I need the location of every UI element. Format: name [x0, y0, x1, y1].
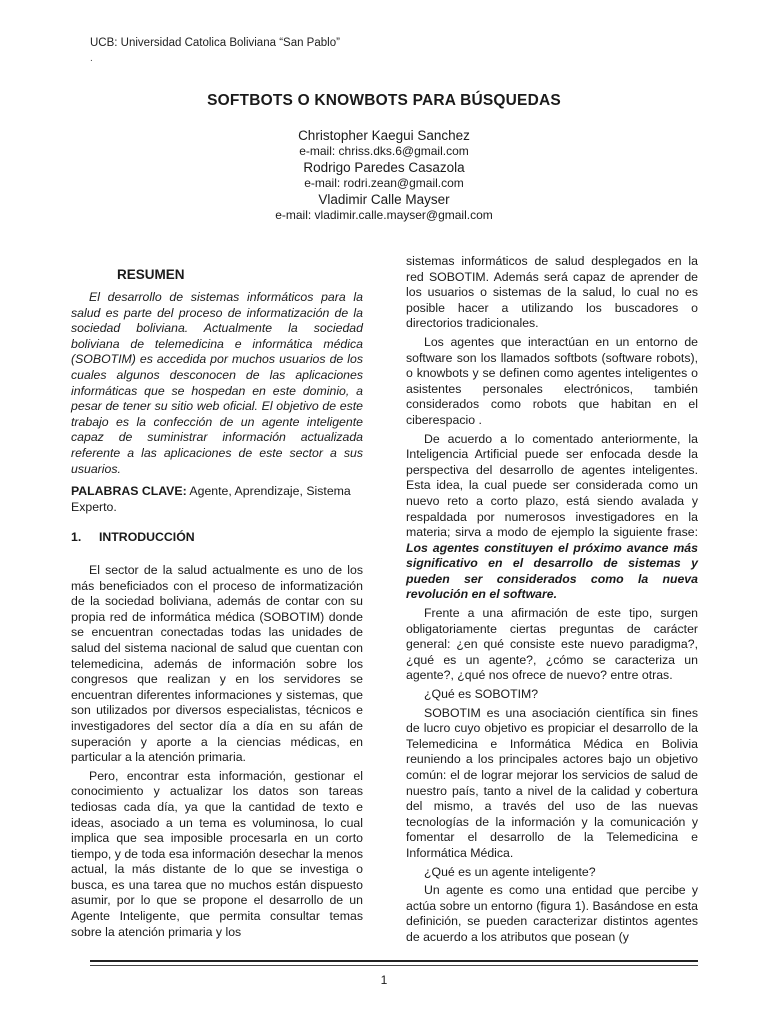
footer-rule-thick: [90, 960, 698, 962]
question-heading: ¿Qué es un agente inteligente?: [424, 864, 596, 879]
author-name: Christopher Kaegui Sanchez: [298, 128, 470, 143]
paragraph: Un agente es como una entidad que percibe y actúa sobre un entorno (figura 1). Basándose en esta definición, se pueden caracterizar distintos agentes de acuerdo a los atributos que posean (y: [406, 883, 698, 944]
author-email[interactable]: e-mail: rodri.zean@gmail.com: [304, 176, 464, 190]
author-name: Vladimir Calle Mayser: [318, 192, 450, 207]
keywords-text: Agente, Aprendizaje, Sistema Experto.: [71, 484, 351, 514]
paragraph-text: De acuerdo a lo comentado anteriormente, la Inteligencia Artificial puede ser enfocada desde la perspectiva del desarrollo de agentes inteligentes. Esta idea, la cual puede ser considerada como un nuevo reto a corto plazo, está siendo avalada y respaldada por numerosos investigadores en la materia; sirva a modo de ejemplo la siguiente frase:: [406, 431, 698, 540]
keywords-label: PALABRAS CLAVE:: [71, 484, 187, 498]
author-email[interactable]: e-mail: chriss.dks.6@gmail.com: [299, 144, 469, 158]
running-header: UCB: Universidad Catolica Boliviana “San Pablo”: [90, 37, 340, 49]
abstract-text: El desarrollo de sistemas informáticos para la salud es parte del proceso de informatización de la sociedad boliviana. Actualmente la sociedad boliviana de telemedicina e informática médica (SOBOTIM) es accedida por muchos usuarios de los cuales algunos desconocen de las aplicaciones informáticas que se hospedan en este dominio, a pesar de tener su sitio web oficial. El objetivo de este trabajo es la confección de un agente inteligente capaz de suministrar información actualizada referente a las aplicaciones de este sector a sus usuarios.: [71, 290, 363, 476]
page-number: 1: [380, 973, 388, 987]
header-dot: .: [90, 53, 93, 64]
paragraph: Pero, encontrar esta información, gestionar el conocimiento y actualizar los datos son tareas tediosas cada día, ya que la cantidad de texto e ideas, asociado a un tema es voluminosa, lo cual implica que sea imposible procesarla en un corto tiempo, y de toda esa información desechar la menos actual, la más distante de lo que se investiga o busca, es una tarea que no muchos están dispuesto asumir, por lo que se propone el desarrollo de un Agente Inteligente, que permita consultar temas sobre la atención primaria y los: [71, 768, 363, 939]
keywords: [71, 484, 363, 515]
abstract-heading: RESUMEN: [117, 267, 185, 282]
question-heading: ¿Qué es SOBOTIM?: [424, 687, 539, 702]
left-column-body: [71, 563, 363, 943]
paragraph: Frente a una afirmación de este tipo, surgen obligatoriamente ciertas preguntas de carácter general: ¿en qué consiste este nuevo paradigma?, ¿qué es un agente?, ¿cómo se caracteriza un agente?, ¿qué nos ofrece de nuevo? entre otras.: [406, 606, 698, 683]
paragraph: SOBOTIM es una asociación científica sin fines de lucro cuyo objetivo es propiciar el desarrollo de la Telemedicina e Informática Médica en Bolivia reuniendo a los principales actores bajo un objetivo común: el de lograr mejorar los servicios de salud de nuestro país, tanto a nivel de la calidad y cobertura del mismo, a través del uso de las nuevas tecnologías de la información y la comunicación y fomentar el desarrollo de la Telemedicina e Informática Médica.: [406, 705, 698, 860]
paragraph: Los agentes que interactúan en un entorno de software son los llamados softbots (software robots), o knowbots y se definen como agentes inteligentes o asistentes personales electrónicos, también considerados como robots que habitan en el ciberespacio .: [406, 334, 698, 427]
section-heading-introduction: [71, 530, 195, 544]
right-column-body: [406, 254, 698, 949]
section-number: 1.: [71, 530, 82, 544]
paragraph: El sector de la salud actualmente es uno de los más beneficiados con el proceso de informatización de la sociedad boliviana, además de contar con su propia red de informática médica (SOBOTIM) donde se encuentran conectadas todas las unidades de salud del sistema nacional de salud que cuentan con telemedicina, además de información sobre los congresos que realizan y en los servidores se encuentran diferentes informaciones y sistemas, que son utilizados por diversos especialistas, técnicos e investigadores del sector día a día en su afán de superación y aporte a la ciencias médicas, en particular a la atención primaria.: [71, 563, 363, 765]
author-email[interactable]: e-mail: vladimir.calle.mayser@gmail.com: [275, 208, 493, 222]
paragraph: [406, 432, 698, 604]
footer-rule-thin: [90, 965, 698, 966]
author-name: Rodrigo Paredes Casazola: [303, 160, 465, 175]
section-title: INTRODUCCIÓN: [99, 530, 195, 544]
author-block: [0, 127, 768, 223]
paragraph: sistemas informáticos de salud desplegados en la red SOBOTIM. Además será capaz de aprender de los usuarios o sistemas de la salud, lo cual no es posible hacer a utilizando los buscadores o directorios tradicionales.: [406, 254, 698, 331]
paper-title: SOFTBOTS O KNOWBOTS PARA BÚSQUEDAS: [207, 92, 561, 109]
quote: Los agentes constituyen el próximo avance más significativo en el desarrollo de sistemas y pueden ser considerados como la nueva revolución en el software.: [406, 540, 698, 602]
